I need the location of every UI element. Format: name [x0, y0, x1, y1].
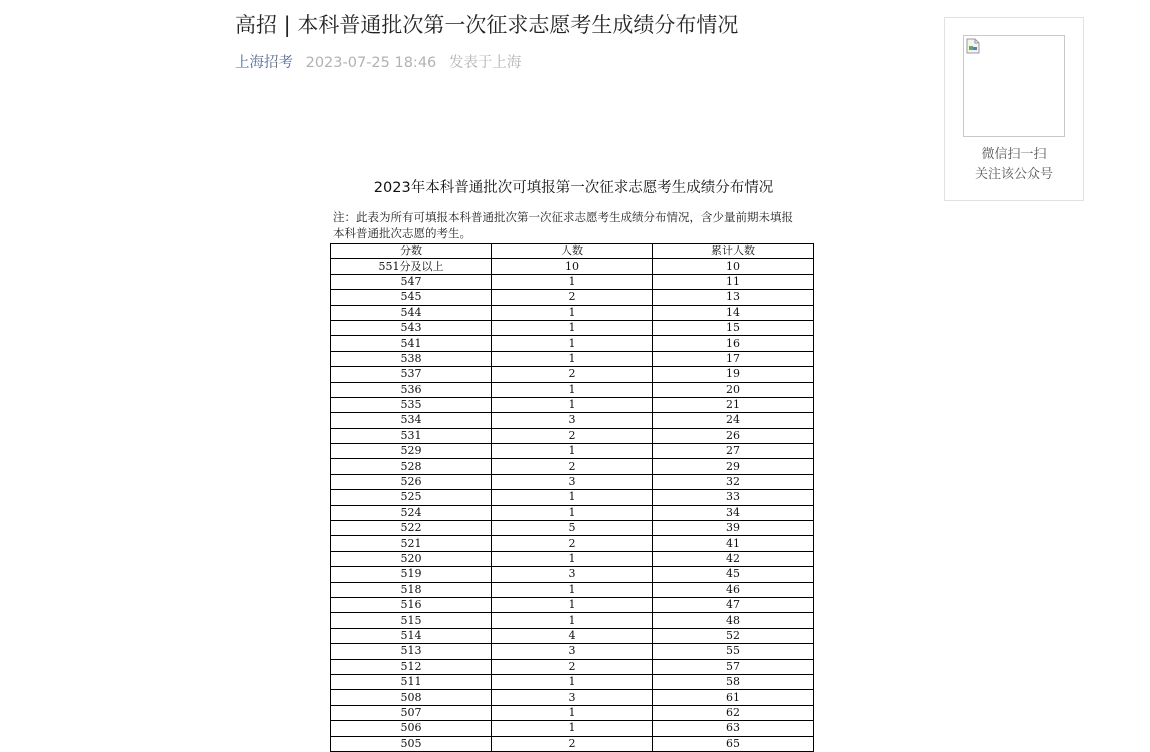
- table-cell: 10: [653, 259, 814, 274]
- table-row: [331, 659, 814, 674]
- table-cell: 2: [492, 290, 653, 305]
- table-row: [331, 305, 814, 320]
- table-cell: 3: [492, 413, 653, 428]
- table-cell: 10: [492, 259, 653, 274]
- table-cell: 62: [653, 705, 814, 720]
- table-cell: 46: [653, 582, 814, 597]
- broken-image-icon: [966, 38, 980, 54]
- table-body: [331, 259, 814, 752]
- table-row: [331, 320, 814, 335]
- table-row: [331, 721, 814, 736]
- table-cell: 538: [331, 351, 492, 366]
- table-cell: 32: [653, 474, 814, 489]
- table-cell: 1: [492, 490, 653, 505]
- table-cell: 27: [653, 444, 814, 459]
- table-cell: 1: [492, 551, 653, 566]
- table-row: [331, 367, 814, 382]
- qr-card: [944, 17, 1084, 201]
- table-row: [331, 382, 814, 397]
- table-cell: 528: [331, 459, 492, 474]
- table-cell: 3: [492, 690, 653, 705]
- table-cell: 514: [331, 628, 492, 643]
- table-cell: 534: [331, 413, 492, 428]
- table-cell: 545: [331, 290, 492, 305]
- table-row: [331, 259, 814, 274]
- table-cell: 1: [492, 721, 653, 736]
- table-cell: 1: [492, 397, 653, 412]
- table-row: [331, 736, 814, 751]
- table-cell: 13: [653, 290, 814, 305]
- table-row: [331, 628, 814, 643]
- table-cell: 3: [492, 644, 653, 659]
- table-row: [331, 336, 814, 351]
- table-cell: 1: [492, 582, 653, 597]
- table-cell: 2: [492, 536, 653, 551]
- table-cell: 52: [653, 628, 814, 643]
- table-cell: 63: [653, 721, 814, 736]
- table-cell: 1: [492, 320, 653, 335]
- table-cell: 536: [331, 382, 492, 397]
- table-row: [331, 444, 814, 459]
- table-cell: 1: [492, 705, 653, 720]
- table-cell: 522: [331, 521, 492, 536]
- table-cell: 547: [331, 274, 492, 289]
- qr-caption-scan: 微信扫一扫: [981, 147, 1047, 162]
- table-cell: 541: [331, 336, 492, 351]
- column-header: 人数: [492, 244, 653, 259]
- table-cell: 1: [492, 274, 653, 289]
- table-cell: 58: [653, 674, 814, 689]
- table-cell: 4: [492, 628, 653, 643]
- table-cell: 19: [653, 367, 814, 382]
- table-cell: 29: [653, 459, 814, 474]
- table-cell: 1: [492, 351, 653, 366]
- table-row: [331, 413, 814, 428]
- table-cell: 1: [492, 613, 653, 628]
- table-cell: 535: [331, 397, 492, 412]
- table-cell: 14: [653, 305, 814, 320]
- table-cell: 16: [653, 336, 814, 351]
- table-header-row: [331, 244, 814, 259]
- table-cell: 20: [653, 382, 814, 397]
- table-cell: 544: [331, 305, 492, 320]
- table-row: [331, 536, 814, 551]
- table-row: [331, 351, 814, 366]
- qr-code-image: [963, 35, 1065, 137]
- table-cell: 57: [653, 659, 814, 674]
- table-row: [331, 567, 814, 582]
- table-cell: 543: [331, 320, 492, 335]
- table-row: [331, 290, 814, 305]
- table-row: [331, 551, 814, 566]
- table-cell: 26: [653, 428, 814, 443]
- table-row: [331, 428, 814, 443]
- article-title: 高招 | 本科普通批次第一次征求志愿考生成绩分布情况: [235, 13, 739, 37]
- table-row: [331, 521, 814, 536]
- table-cell: 537: [331, 367, 492, 382]
- table-cell: 526: [331, 474, 492, 489]
- table-cell: 3: [492, 567, 653, 582]
- table-cell: 11: [653, 274, 814, 289]
- table-cell: 521: [331, 536, 492, 551]
- table-row: [331, 690, 814, 705]
- table-cell: 48: [653, 613, 814, 628]
- table-cell: 505: [331, 736, 492, 751]
- table-cell: 1: [492, 336, 653, 351]
- table-row: [331, 674, 814, 689]
- table-cell: 520: [331, 551, 492, 566]
- account-name-link[interactable]: 上海招考: [235, 55, 293, 71]
- table-cell: 1: [492, 305, 653, 320]
- table-cell: 512: [331, 659, 492, 674]
- publish-location: 发表于上海: [448, 55, 522, 71]
- table-cell: 513: [331, 644, 492, 659]
- table-cell: 55: [653, 644, 814, 659]
- table-row: [331, 274, 814, 289]
- table-cell: 42: [653, 551, 814, 566]
- table-cell: 47: [653, 597, 814, 612]
- table-cell: 551分及以上: [331, 259, 492, 274]
- table-cell: 518: [331, 582, 492, 597]
- table-cell: 15: [653, 320, 814, 335]
- table-cell: 519: [331, 567, 492, 582]
- table-cell: 61: [653, 690, 814, 705]
- document-note: 注：此表为所有可填报本科普通批次第一次征求志愿考生成绩分布情况，含少量前期未填报本科普通批次志愿的考生。: [333, 210, 793, 240]
- table-cell: 511: [331, 674, 492, 689]
- column-header: 分数: [331, 244, 492, 259]
- table-cell: 33: [653, 490, 814, 505]
- score-distribution-table: [330, 243, 814, 752]
- table-row: [331, 582, 814, 597]
- column-header: 累计人数: [653, 244, 814, 259]
- table-cell: 65: [653, 736, 814, 751]
- table-cell: 531: [331, 428, 492, 443]
- table-cell: 2: [492, 736, 653, 751]
- table-cell: 1: [492, 597, 653, 612]
- table-cell: 525: [331, 490, 492, 505]
- table-cell: 516: [331, 597, 492, 612]
- document-title: 2023年本科普通批次可填报第一次征求志愿考生成绩分布情况: [373, 180, 774, 196]
- table-row: [331, 644, 814, 659]
- table-cell: 506: [331, 721, 492, 736]
- table-cell: 507: [331, 705, 492, 720]
- table-row: [331, 397, 814, 412]
- table-row: [331, 705, 814, 720]
- table-cell: 24: [653, 413, 814, 428]
- table-cell: 34: [653, 505, 814, 520]
- table-cell: 1: [492, 382, 653, 397]
- table-cell: 41: [653, 536, 814, 551]
- article-meta: [235, 53, 521, 73]
- table-cell: 1: [492, 674, 653, 689]
- table-cell: 45: [653, 567, 814, 582]
- table-row: [331, 474, 814, 489]
- table-cell: 529: [331, 444, 492, 459]
- table-cell: 39: [653, 521, 814, 536]
- table-cell: 515: [331, 613, 492, 628]
- table-row: [331, 505, 814, 520]
- table-cell: 5: [492, 521, 653, 536]
- table-cell: 2: [492, 367, 653, 382]
- table-cell: 2: [492, 459, 653, 474]
- table-cell: 2: [492, 428, 653, 443]
- qr-caption-follow: 关注该公众号: [974, 167, 1053, 182]
- publish-date: 2023-07-25 18:46: [305, 55, 437, 71]
- table-cell: 508: [331, 690, 492, 705]
- table-row: [331, 490, 814, 505]
- table-row: [331, 613, 814, 628]
- table-cell: 1: [492, 505, 653, 520]
- table-cell: 3: [492, 474, 653, 489]
- table-cell: 21: [653, 397, 814, 412]
- table-row: [331, 459, 814, 474]
- table-cell: 1: [492, 444, 653, 459]
- table-cell: 2: [492, 659, 653, 674]
- table-cell: 524: [331, 505, 492, 520]
- table-cell: 17: [653, 351, 814, 366]
- table-row: [331, 597, 814, 612]
